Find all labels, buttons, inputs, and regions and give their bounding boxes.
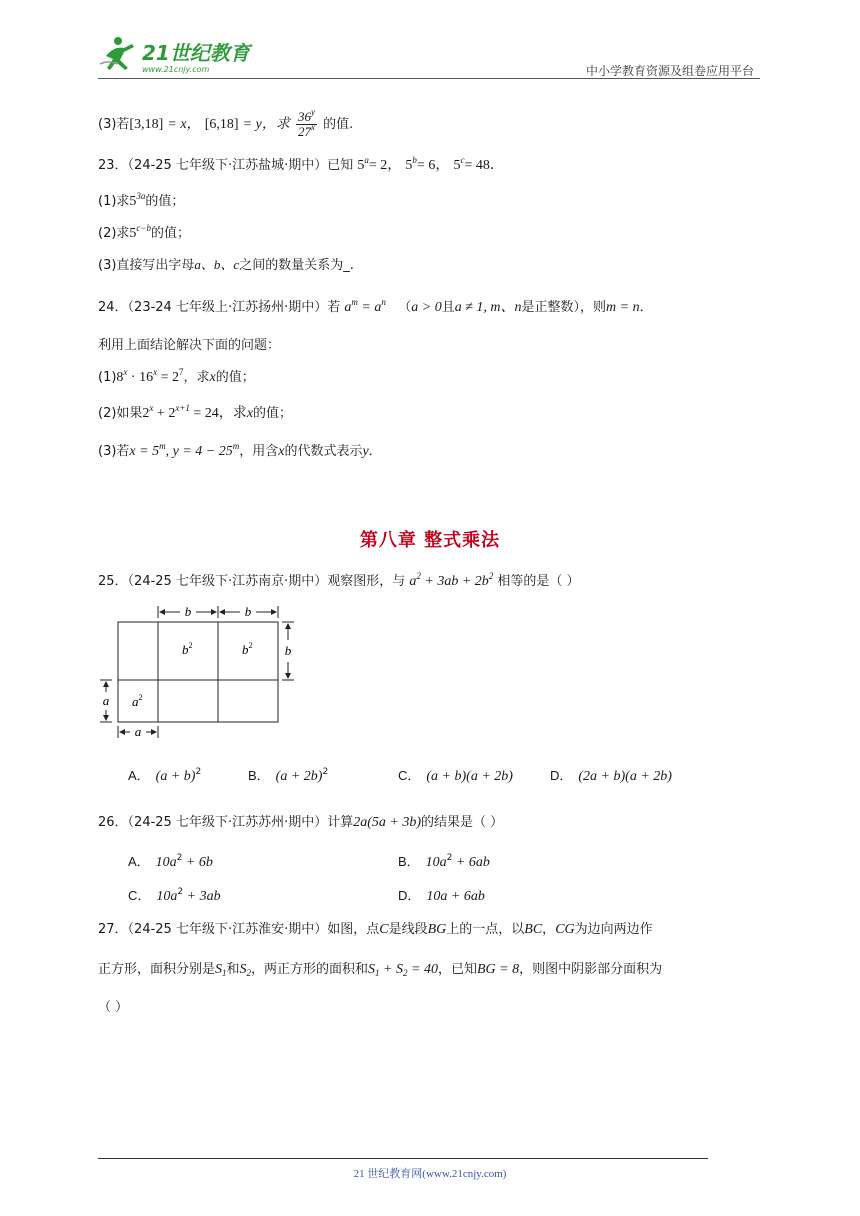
label-b-top1: b (184, 604, 192, 619)
page-header (98, 30, 758, 78)
q26-option-c[interactable]: C． $10a^2 + 3ab$ (128, 887, 221, 904)
q23-part1: (1)求$5^{3a}$的值； (98, 191, 185, 209)
svg-text:21世纪教育: 21世纪教育 (142, 41, 250, 65)
label-a-bottom: a (134, 724, 142, 739)
q27-line1: 27．（24-25 七年级下·江苏淮安·期中）如图，点C是线段BG上的一点，以BC，CG为边向两边作 (98, 922, 653, 937)
q24-stem: 24．（23-24 七年级上·江苏扬州·期中）若 $a^m = a^n$ （a > 0且a ≠ 1, m、n是正整数），则m = n． (98, 297, 653, 315)
q25-stem: 25．（24-25 七年级下·江苏南京·期中）观察图形，与 $a^2 + 3ab + 2b^2$ 相等的是（ ） (98, 571, 580, 589)
q25-option-c[interactable]: C． (a + b)(a + 2b) (398, 768, 513, 784)
q24-part2: (2)如果$2^x + 2^{x+1} = 24$，求x的值； (98, 403, 293, 421)
cell-label-b-2: $b^2$ (242, 641, 253, 657)
q25-figure (98, 602, 308, 742)
platform-label: 中小学教育资源及组卷应用平台 (585, 64, 754, 78)
fraction: $\frac{36^y}{27^x}$ (297, 107, 315, 139)
q24-part3: (3)若$x = 5^m$, $y = 4 - 25^m$，用含x的代数式表示y． (98, 441, 382, 459)
label-b-top2: b (244, 604, 252, 619)
q26-option-d[interactable]: D． 10a + 6ab (398, 888, 485, 904)
q22-part3: (3)若[3,18] = x， [6,18] = y，求 $\frac{36^y}{27^x}$ 的值. (98, 107, 354, 139)
q26-option-a[interactable]: A． $10a^2 + 6b$ (128, 853, 213, 870)
q23-stem: 23．（24-25 七年级下·江苏盐城·期中）已知 $5^a= 2$， $5^b= 6$， $5^c= 48$． (98, 155, 504, 173)
footer-text: 21 世纪教育网(www.21cnjy.com) (353, 1168, 507, 1180)
q23-part2: (2)求$5^{c-b}$的值； (98, 223, 191, 241)
cell-label-b-1: $b^2$ (182, 641, 193, 657)
label-b-right: b (284, 643, 292, 658)
header-divider (98, 78, 760, 79)
cell-label-a: $a^2$ (132, 693, 143, 709)
q26-stem: 26．（24-25 七年级下·江苏苏州·期中）计算2a(5a + 3b)的结果是（ ） (98, 815, 504, 830)
q25-option-d[interactable]: D． (2a + b)(a + 2b) (550, 768, 672, 784)
q25-option-b[interactable]: B． $(a + 2b)^2$ (248, 767, 329, 784)
q23-part3: (3)直接写出字母a、b、c之间的数量关系为_. (98, 257, 354, 273)
q27-line3: （ ） (98, 1000, 129, 1015)
svg-text:www.21cnjy.com: www.21cnjy.com (142, 65, 210, 74)
q25-option-a[interactable]: A． $(a + b)^2$ (128, 767, 202, 784)
q24-part1: $(1)8^x \cdot 16^x = 2^7$，求x的值； (98, 367, 255, 385)
q26-option-b[interactable]: B． $10a^2 + 6ab$ (398, 853, 490, 870)
label-a-left: a (102, 693, 110, 708)
q27-line2: 正方形，面积分别是$S_1$和$S_2$，两正方形的面积和$S_1 + S_2 = 40$，已知BG = 8，则图中阴影部分面积为 (98, 962, 663, 978)
site-logo (98, 34, 258, 76)
q24-intro: 利用上面结论解决下面的问题： (98, 338, 281, 353)
chapter-title: 第八章 整式乘法 (359, 530, 501, 551)
footer-divider (98, 1158, 708, 1159)
